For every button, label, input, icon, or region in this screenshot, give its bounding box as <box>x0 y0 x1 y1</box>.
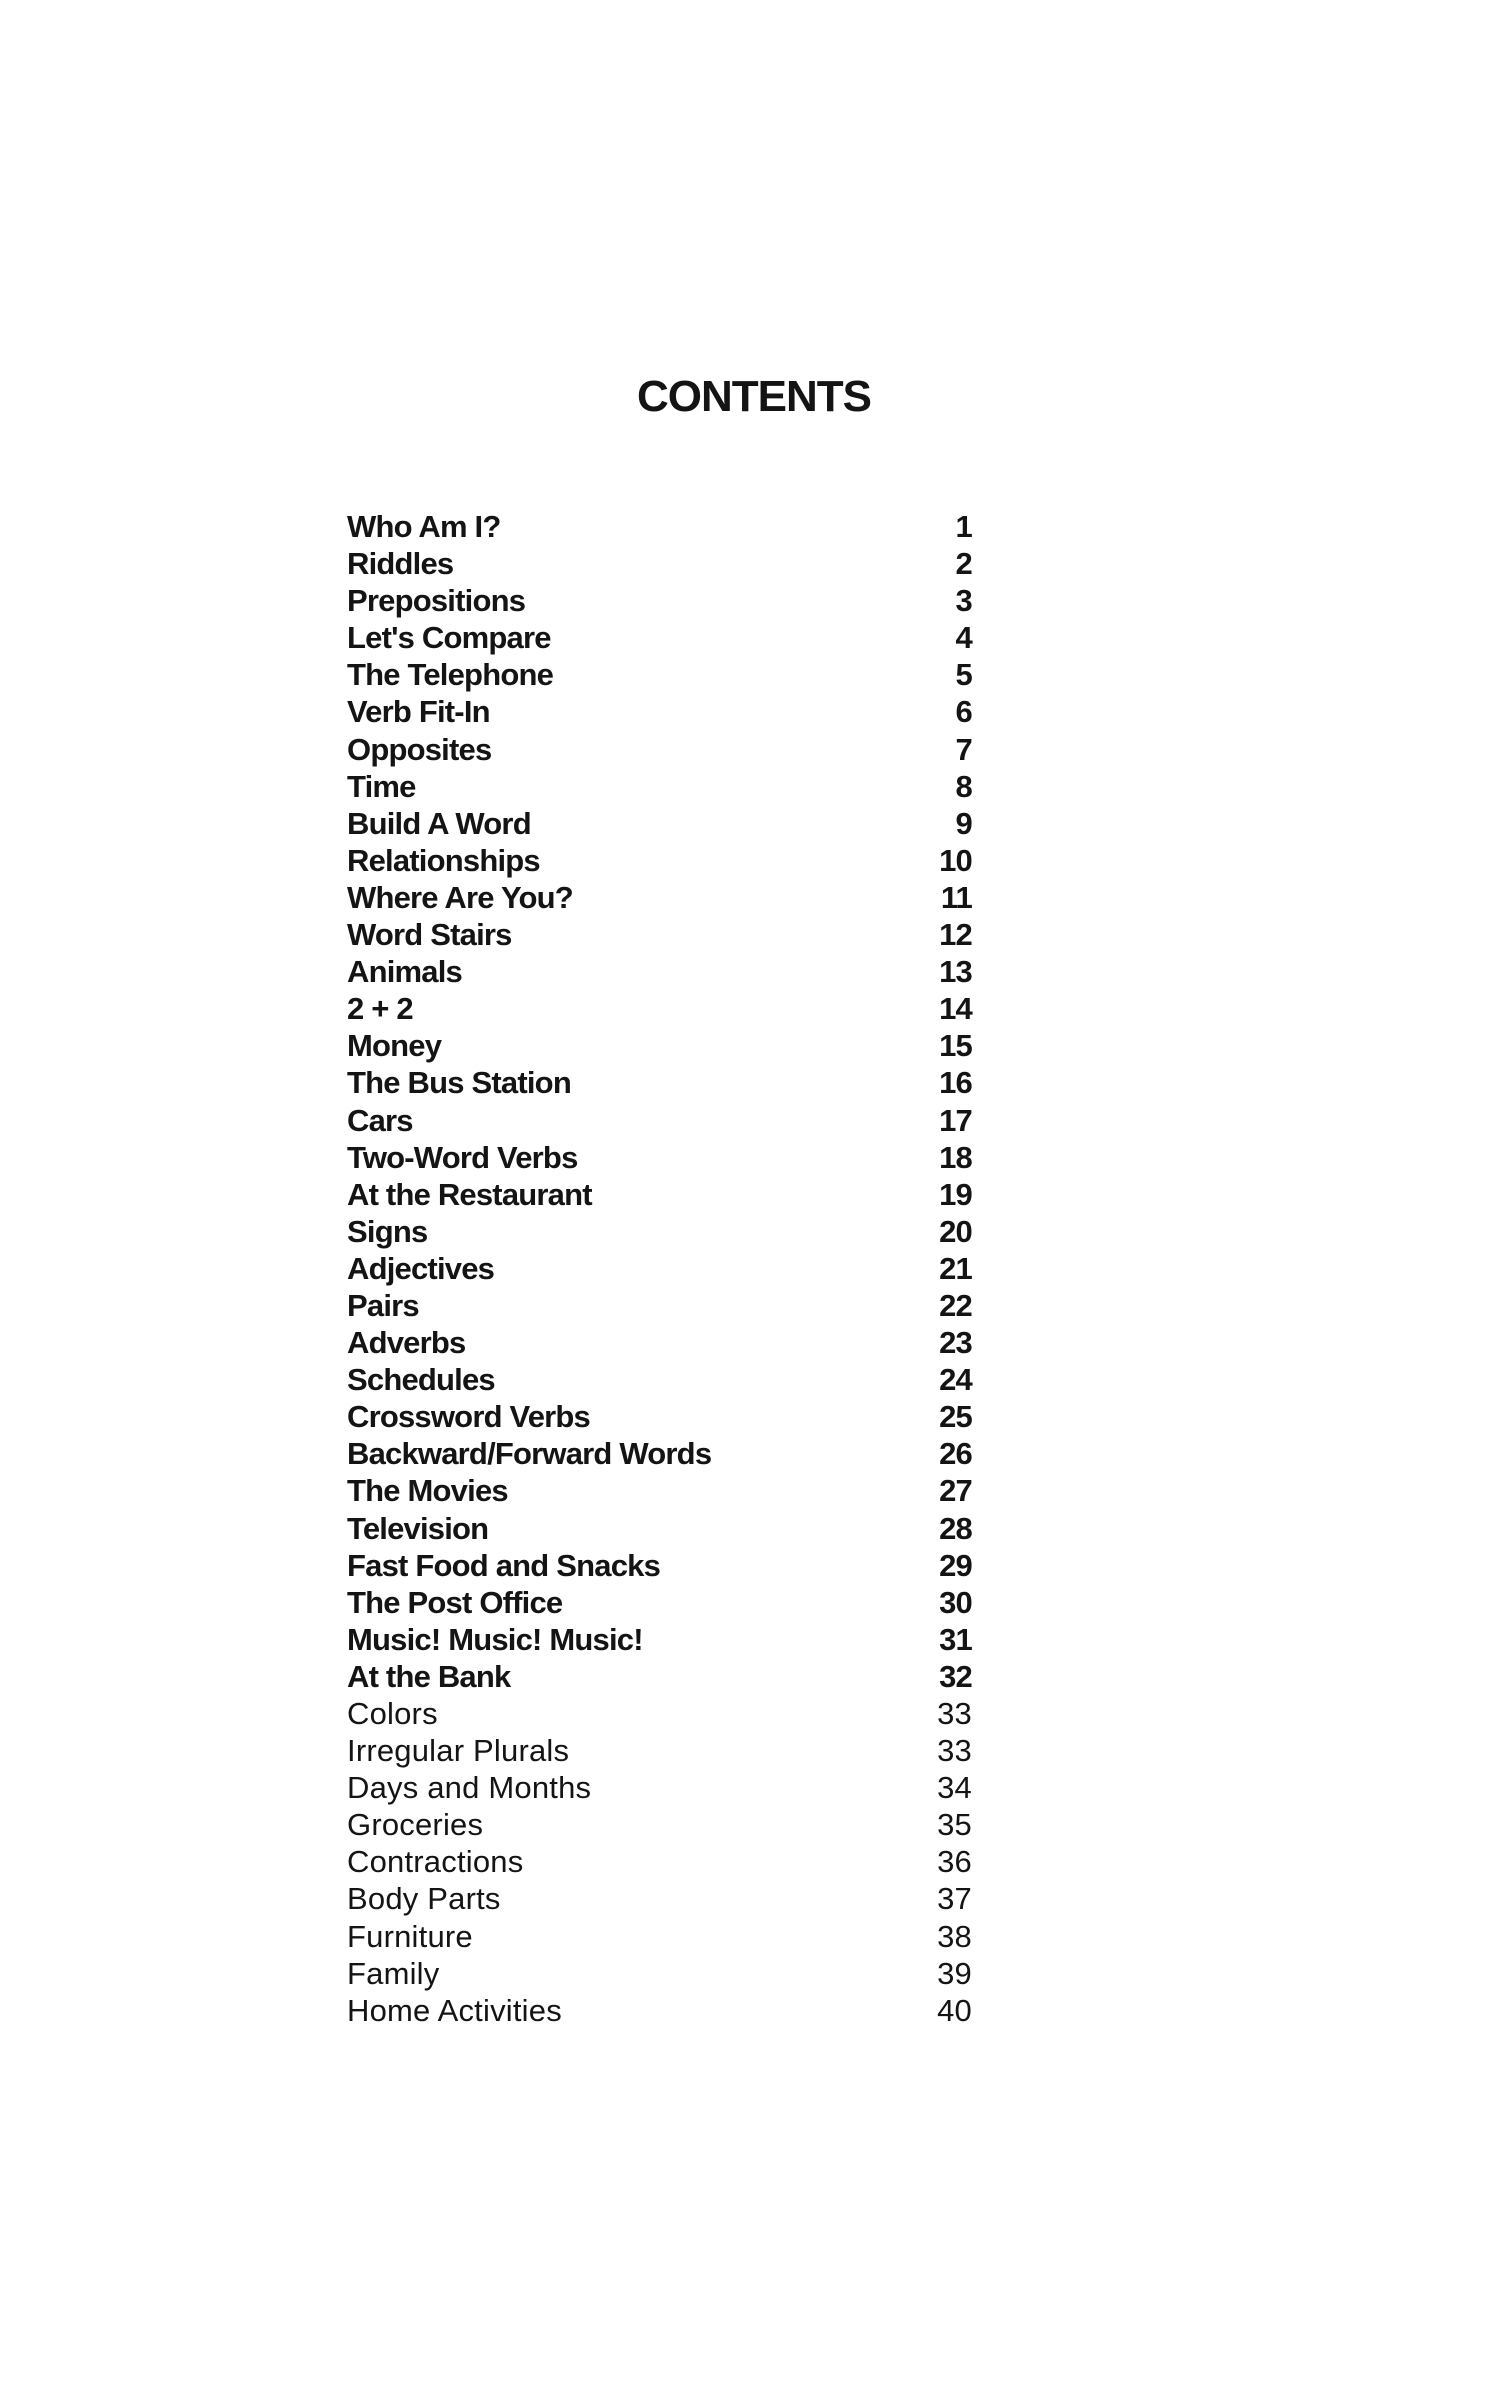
toc-entry-title: Time <box>347 768 416 804</box>
toc-entry-page: 13 <box>939 954 972 990</box>
toc-entry-page: 14 <box>939 991 972 1027</box>
toc-entry-title: Opposites <box>347 731 492 767</box>
toc-entry <box>347 582 972 619</box>
toc-entry <box>347 1064 972 1101</box>
toc-entry-title: Signs <box>347 1213 428 1249</box>
toc-entry <box>347 1287 972 1324</box>
toc-entry-title: Adverbs <box>347 1325 466 1361</box>
toc-entry-title: Pairs <box>347 1287 419 1323</box>
toc-entry-title: Let's Compare <box>347 620 551 656</box>
toc-entry-title: Who Am I? <box>347 509 501 544</box>
toc-entry <box>347 1176 972 1213</box>
toc-entry-page: 7 <box>955 731 972 767</box>
toc-entry <box>347 1992 972 2029</box>
toc-entry-title: Backward/Forward Words <box>347 1436 712 1472</box>
toc-entry-page: 39 <box>937 1955 972 1991</box>
toc-entry <box>347 916 972 953</box>
toc-entry <box>347 1584 972 1621</box>
toc-entry <box>347 1250 972 1287</box>
toc-entry <box>347 990 972 1027</box>
toc-entry-page: 33 <box>937 1696 972 1731</box>
toc-entry-title: Cars <box>347 1102 413 1138</box>
toc-entry-title: Days and Months <box>347 1770 592 1806</box>
toc-entry-title: Fast Food and Snacks <box>347 1547 661 1583</box>
toc-entry-title: At the Bank <box>347 1658 511 1694</box>
toc-entry-title: Body Parts <box>347 1881 501 1917</box>
toc-entry-title: Home Activities <box>347 1992 562 2028</box>
toc-entry-title: Verb Fit-In <box>347 694 490 730</box>
toc-entry-page: 22 <box>939 1287 972 1323</box>
toc-entry-page: 12 <box>939 917 972 953</box>
toc-entry-page: 19 <box>939 1176 972 1212</box>
toc-entry-page: 34 <box>937 1770 972 1806</box>
toc-entry <box>347 1843 972 1880</box>
toc-entry-page: 4 <box>955 620 972 656</box>
toc-entry-page: 17 <box>939 1102 972 1138</box>
toc-entry-page: 10 <box>939 842 972 878</box>
toc-entry-page: 27 <box>939 1473 972 1509</box>
table-of-contents <box>347 508 972 2029</box>
toc-entry-page: 33 <box>937 1733 972 1769</box>
toc-entry-title: Prepositions <box>347 583 526 619</box>
toc-entry <box>347 842 972 879</box>
toc-entry-page: 21 <box>939 1250 972 1286</box>
toc-entry-title: Television <box>347 1510 489 1546</box>
toc-entry <box>347 1398 972 1435</box>
toc-entry-title: Adjectives <box>347 1250 495 1286</box>
toc-entry-title: Money <box>347 1028 442 1064</box>
toc-entry <box>347 1102 972 1139</box>
toc-entry-page: 11 <box>940 879 972 915</box>
toc-entry-page: 32 <box>939 1658 972 1694</box>
toc-entry-page: 38 <box>937 1918 972 1954</box>
toc-entry-page: 24 <box>939 1362 972 1398</box>
toc-entry-page: 28 <box>939 1510 972 1546</box>
toc-entry-page: 29 <box>939 1547 972 1583</box>
toc-entry-page: 1 <box>955 509 972 544</box>
toc-entry-title: Irregular Plurals <box>347 1733 570 1769</box>
toc-entry <box>347 545 972 582</box>
toc-entry-title: Build A Word <box>347 805 531 841</box>
page-title: CONTENTS <box>637 372 871 421</box>
toc-entry-title: The Telephone <box>347 657 554 693</box>
toc-entry-title: Animals <box>347 954 462 990</box>
toc-entry-page: 36 <box>937 1844 972 1880</box>
toc-entry-page: 37 <box>937 1881 972 1917</box>
toc-entry-title: Riddles <box>347 546 454 582</box>
toc-entry <box>347 768 972 805</box>
toc-entry-title: Colors <box>347 1696 438 1731</box>
toc-entry <box>347 1324 972 1361</box>
toc-entry-title: Where Are You? <box>347 879 573 915</box>
toc-entry-title: Crossword Verbs <box>347 1399 590 1435</box>
toc-entry-title: Word Stairs <box>347 917 512 953</box>
toc-entry-page: 26 <box>939 1436 972 1472</box>
toc-entry-page: 25 <box>939 1399 972 1435</box>
toc-entry-page: 6 <box>955 694 972 730</box>
toc-entry-page: 18 <box>939 1139 972 1175</box>
toc-entry <box>347 953 972 990</box>
toc-entry <box>347 1732 972 1769</box>
toc-entry <box>347 1510 972 1547</box>
toc-entry-title: Schedules <box>347 1362 495 1398</box>
toc-entry-page: 35 <box>937 1807 972 1843</box>
toc-entry-page: 20 <box>939 1213 972 1249</box>
toc-entry-title: The Movies <box>347 1473 508 1509</box>
toc-entry <box>347 1918 972 1955</box>
toc-entry-title: At the Restaurant <box>347 1176 592 1212</box>
toc-entry <box>347 693 972 730</box>
toc-entry-title: Two-Word Verbs <box>347 1139 578 1175</box>
toc-entry <box>347 1361 972 1398</box>
toc-entry-page: 3 <box>955 583 972 619</box>
toc-entry-page: 40 <box>937 1992 972 2028</box>
toc-entry-page: 23 <box>939 1325 972 1361</box>
toc-entry-title: Groceries <box>347 1807 484 1843</box>
toc-entry <box>347 1472 972 1509</box>
toc-entry-title: The Bus Station <box>347 1065 571 1101</box>
toc-entry <box>347 879 972 916</box>
toc-entry <box>347 1139 972 1176</box>
toc-entry <box>347 1658 972 1695</box>
toc-entry-title: Contractions <box>347 1844 524 1880</box>
toc-entry <box>347 1213 972 1250</box>
toc-entry-page: 16 <box>939 1065 972 1101</box>
toc-entry-page: 30 <box>939 1584 972 1620</box>
toc-entry-title: Family <box>347 1955 440 1991</box>
toc-entry <box>347 1769 972 1806</box>
toc-entry-page: 2 <box>955 546 972 582</box>
toc-entry-page: 31 <box>939 1621 972 1657</box>
toc-entry <box>347 1695 972 1732</box>
toc-entry <box>347 1547 972 1584</box>
toc-entry <box>347 1806 972 1843</box>
toc-entry-title: Relationships <box>347 842 540 878</box>
toc-entry-title: The Post Office <box>347 1584 563 1620</box>
toc-entry-title: Furniture <box>347 1918 473 1954</box>
toc-entry <box>347 656 972 693</box>
toc-entry-page: 5 <box>955 657 972 693</box>
toc-entry-title: 2 + 2 <box>347 991 413 1027</box>
toc-entry-title: Music! Music! Music! <box>347 1621 643 1657</box>
toc-entry <box>347 1955 972 1992</box>
toc-entry <box>347 1621 972 1658</box>
toc-entry <box>347 731 972 768</box>
toc-entry-page: 9 <box>955 805 972 841</box>
toc-entry-page: 15 <box>939 1028 972 1064</box>
toc-entry <box>347 619 972 656</box>
toc-entry <box>347 508 972 545</box>
toc-entry <box>347 805 972 842</box>
toc-entry <box>347 1435 972 1472</box>
toc-entry-page: 8 <box>955 768 972 804</box>
toc-entry <box>347 1027 972 1064</box>
toc-entry <box>347 1880 972 1917</box>
